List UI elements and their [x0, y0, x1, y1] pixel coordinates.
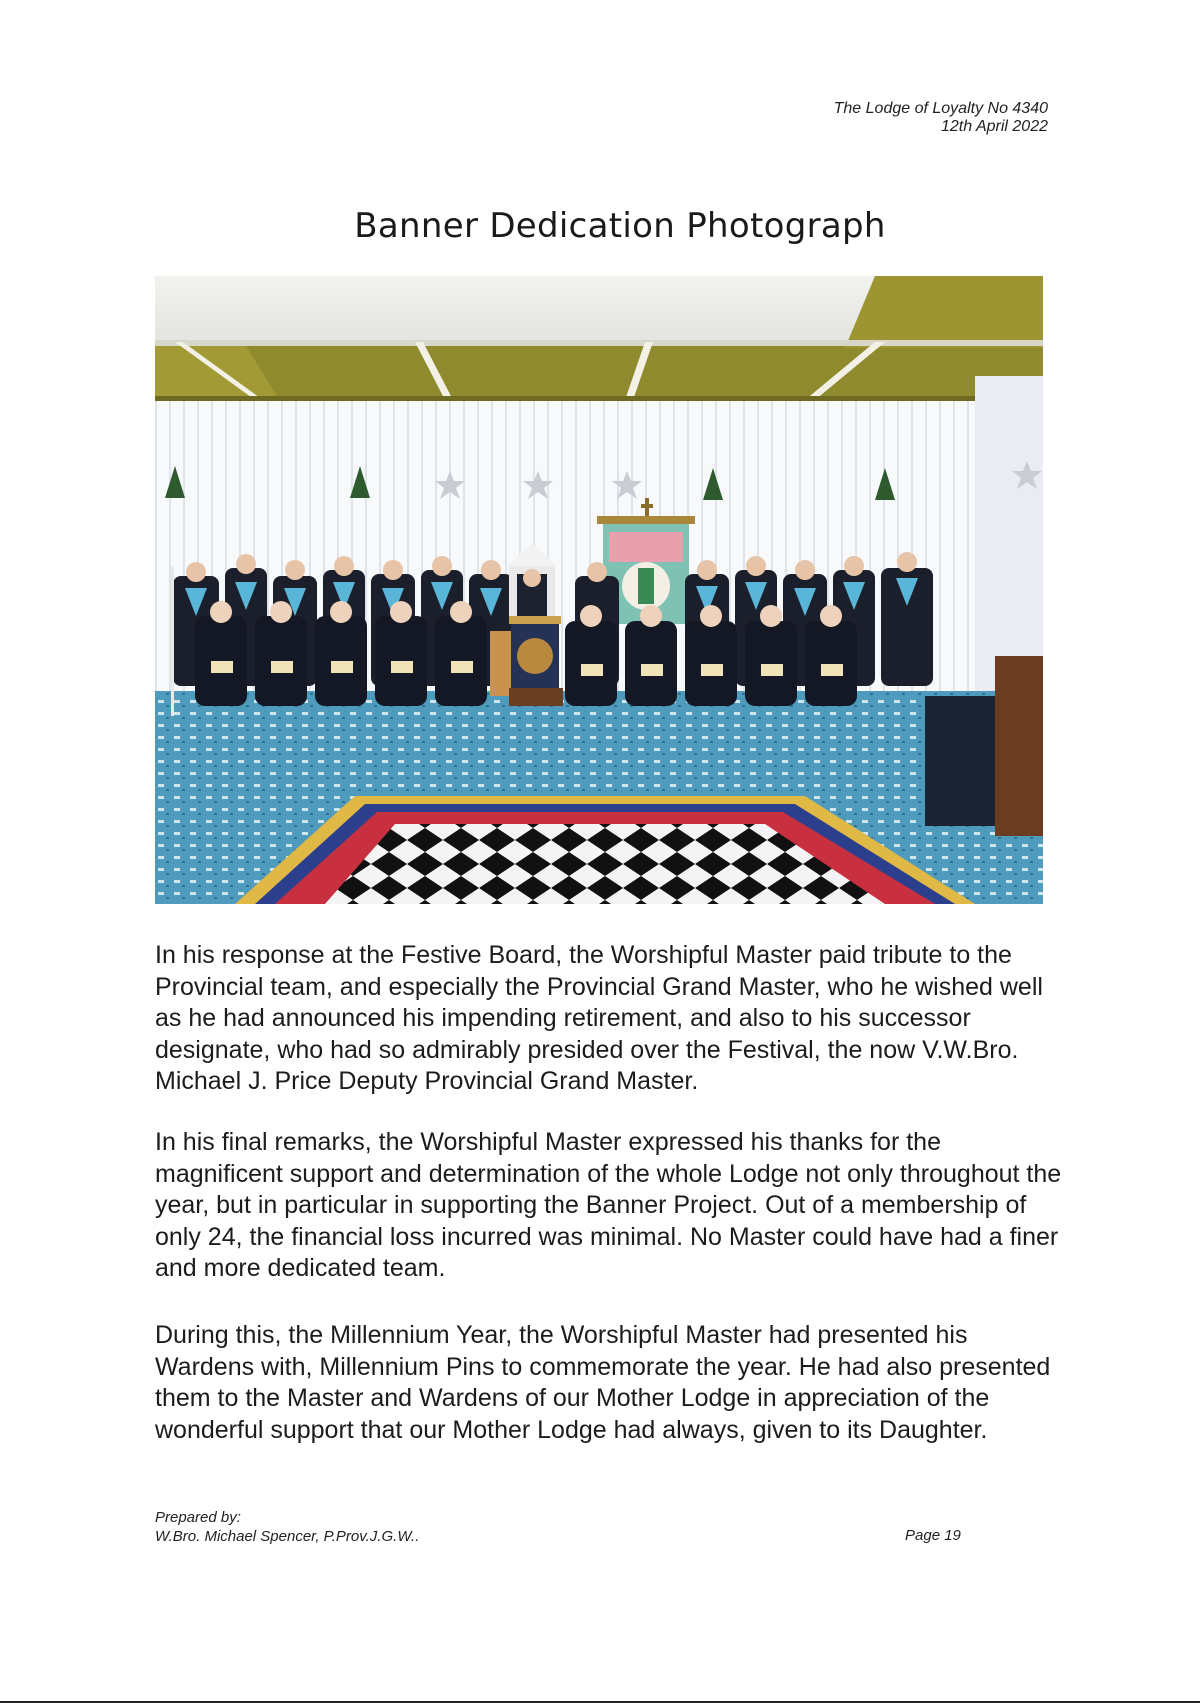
- footer-prepared-by: [155, 1508, 419, 1546]
- paragraph-text: In his final remarks, the Worshipful Master expressed his thanks for the magnificent support and determination of the whole Lodge not only throughout the year, but in particular in supporting the Banner Project. Out of a membership of only 24, the financial loss incurred was minimal. No Master could have had a finer and more dedicated team.: [155, 1128, 1062, 1282]
- prepared-by-name: W.Bro. Michael Spencer, P.Prov.J.G.W..: [155, 1528, 420, 1545]
- paragraph-festive-board: [155, 940, 1065, 1098]
- header-lodge-name: The Lodge of Loyalty No 4340: [833, 100, 1048, 117]
- header-date: 12th April 2022: [940, 118, 1048, 135]
- page-number: Page 19: [905, 1527, 961, 1544]
- page-title: Banner Dedication Photograph: [354, 206, 886, 246]
- banner-dedication-photo: [155, 276, 1043, 904]
- paragraph-millennium: [155, 1320, 1065, 1446]
- prepared-by-label: Prepared by:: [155, 1509, 241, 1526]
- page-header: [834, 100, 1048, 136]
- paragraph-final-remarks: [155, 1127, 1065, 1285]
- paragraph-text: During this, the Millennium Year, the Worshipful Master had presented his Wardens with, Millennium Pins to commemorate the year. He had also presented them to the Master and Wardens of our Mother Lodge in appreciation of the wonderful support that our Mother Lodge had always, given to its Daughter.: [155, 1321, 1051, 1444]
- paragraph-text: In his response at the Festive Board, the Worshipful Master paid tribute to the Provincial team, and especially the Provincial Grand Master, who he wished well as he had announced his impending retirement, and also to his successor designate, who had so admirably presided over the Festival, the now V.W.Bro. Michael J. Price Deputy Provincial Grand Master.: [155, 941, 1043, 1095]
